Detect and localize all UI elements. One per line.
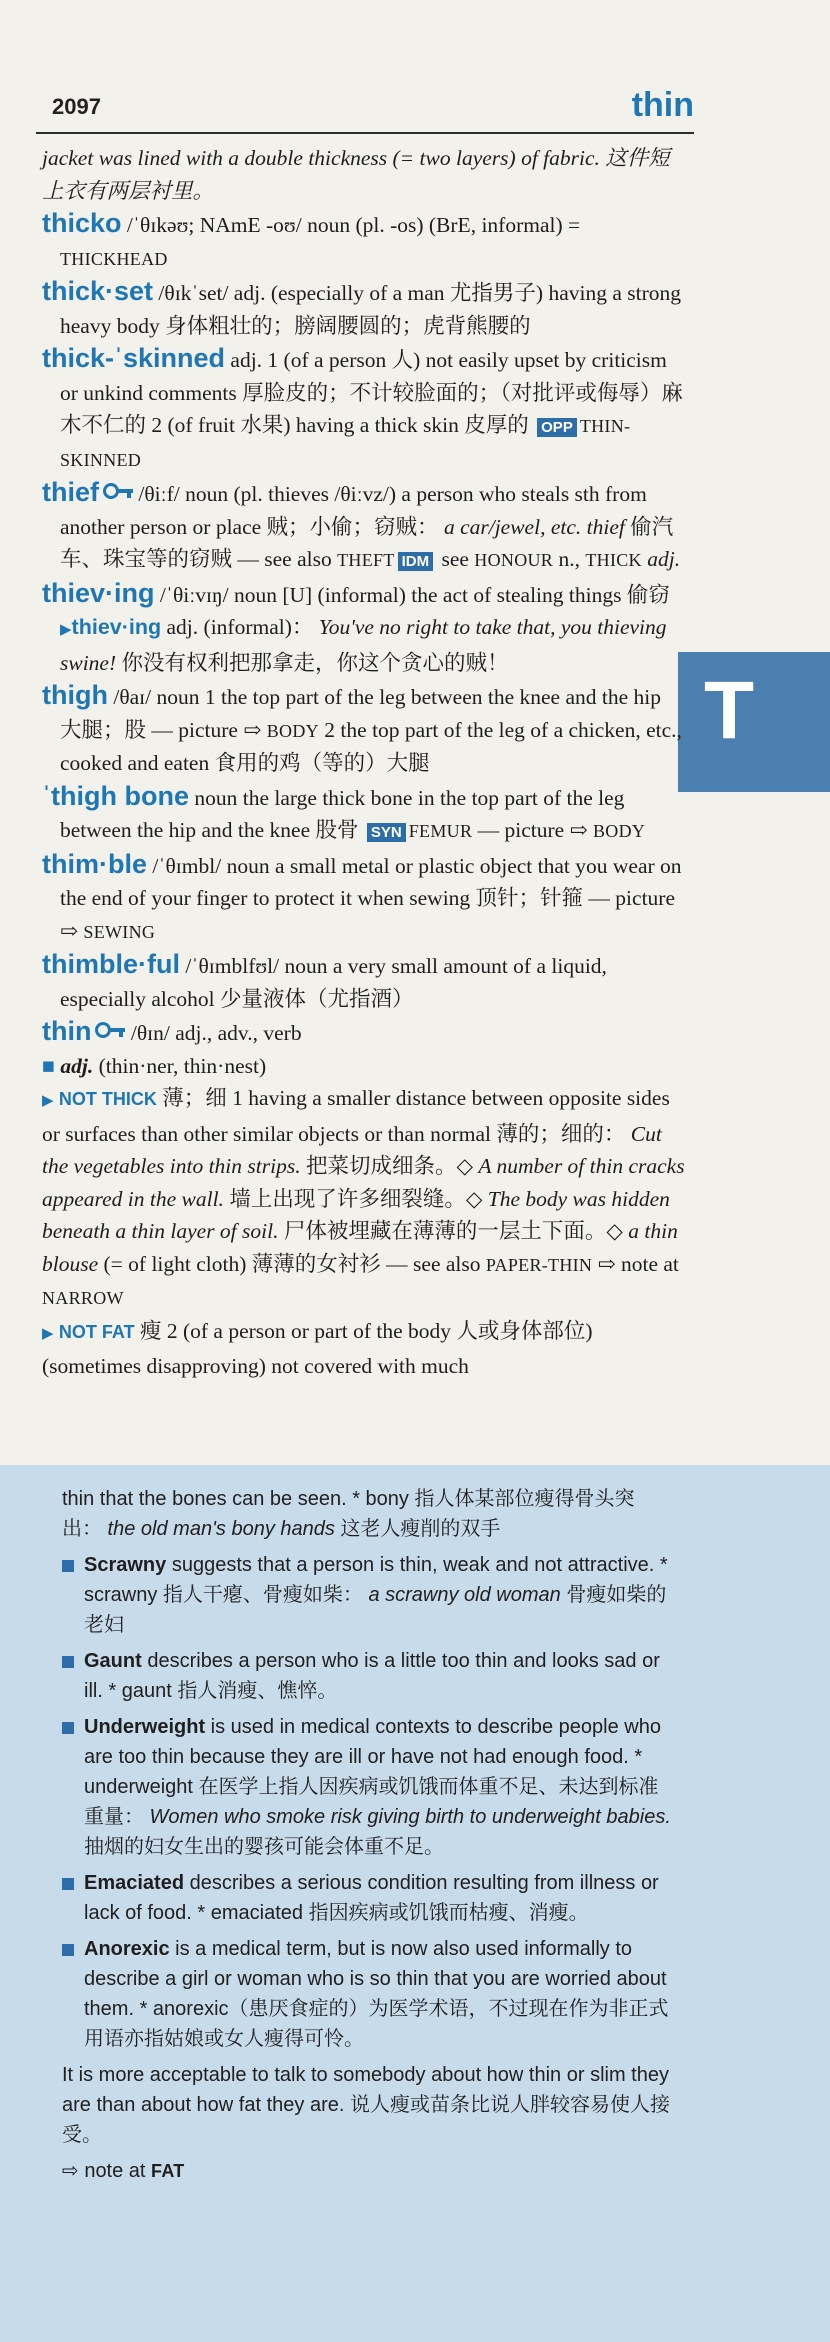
- sense-arrow-icon: ▶: [42, 1093, 54, 1109]
- square-bullet-icon: [62, 1656, 74, 1668]
- note-text: is used in medical contexts to describe people who are too thin because they are ill or have not had enough food. * underweight 在医学上指人因疾病或饥饿而体重不足、未达到标准重量：: [84, 1716, 661, 1828]
- square-bullet-icon: ■: [42, 1053, 55, 1078]
- thieving-end: 你没有权利把那拿走，你这个贪心的贼！: [116, 650, 509, 675]
- note-intro-example: the old man's bony hands: [102, 1518, 335, 1540]
- thickset-body: /θɪkˈset/ adj. (especially of a man 尤指男子) having a strong heavy body 身体粗壮的；膀阔腰圆的；虎背熊腰的: [60, 281, 682, 338]
- thin-ex2: A number of thin cracks appeared in the wall.: [42, 1154, 685, 1211]
- note-example: a scrawny old woman: [362, 1584, 561, 1606]
- entry-thickset: [42, 275, 686, 342]
- entry-thigh: [42, 679, 686, 780]
- thief-xref-thick: THICK: [585, 550, 642, 570]
- sense-arrow-icon: ▶: [42, 1325, 54, 1342]
- square-bullet-icon: [62, 1560, 74, 1572]
- thieving-adj-body: adj. (informal)：: [161, 615, 314, 639]
- thin-pos: adj.: [60, 1053, 94, 1078]
- thigh-xref-body: BODY: [266, 720, 319, 741]
- headword-thimbleful: thimble·ful: [42, 949, 180, 979]
- headword-thief: thief: [42, 477, 99, 507]
- thin-sense2-def: 瘦 2 (of a person or part of the body 人或身体部位) (sometimes disapproving) not covered with much: [42, 1318, 593, 1378]
- thief-xref-honour: HONOUR: [474, 550, 554, 570]
- note-intro-text: thin that the bones can be seen. * bony 指人体某部位瘦得骨头突出：: [62, 1488, 635, 1540]
- note-final: [62, 2156, 672, 2186]
- square-bullet-icon: [62, 1722, 74, 1734]
- note-term: Emaciated: [84, 1872, 185, 1894]
- opp-tag: OPP: [537, 418, 577, 437]
- thicko-xref: THICKHEAD: [60, 248, 168, 269]
- thin-pron: /θɪn/ adj., adv., verb: [125, 1021, 302, 1045]
- thief-def: a person who steals sth from another person or place 贼；小偷；窃贼：: [60, 482, 647, 539]
- thin-forms: (thin·ner, thin·nest): [93, 1053, 267, 1078]
- thin-xref-paper-thin: PAPER-THIN: [485, 1254, 593, 1275]
- note-footer: It is more acceptable to talk to somebody about how thin or slim they are than about how fat they are. 说人瘦或苗条比说人胖较容易使人接受。: [62, 2064, 670, 2146]
- headword-thigh: thigh: [42, 680, 108, 710]
- note-example: Women who smoke risk giving birth to underweight babies.: [144, 1806, 671, 1828]
- thin-sense-1: [42, 1082, 686, 1315]
- headword-thigh-bone: ˈthigh bone: [42, 780, 189, 811]
- synonym-note: [62, 1484, 672, 2192]
- note-end: 抽烟的妇女生出的婴孩可能会体重不足。: [84, 1836, 444, 1858]
- thief-see: see: [436, 547, 475, 571]
- thigh-body: /θaɪ/ noun 1 the top part of the leg between the knee and the hip 大腿；股 — picture ⇨: [60, 685, 661, 742]
- thin-ex3: The body was hidden beneath a thin layer of soil.: [42, 1186, 670, 1243]
- note-term: Scrawny: [84, 1554, 167, 1576]
- thief-xref-theft: THEFT: [337, 550, 395, 570]
- thin-ex4: a thin blouse: [42, 1219, 678, 1276]
- thief-example: a car/jewel, etc. thief: [438, 514, 625, 539]
- guide-word: thin: [631, 86, 694, 124]
- thin-adj-block: [42, 1050, 686, 1083]
- thigh-bone-xref-body: BODY: [592, 821, 646, 841]
- note-item-scrawny: [62, 1550, 672, 1640]
- thief-mid: 偷汽车、珠宝等的窃贼 — see also: [60, 514, 674, 571]
- entry-thicko: [42, 207, 686, 275]
- headword-thickset: thick·set: [42, 276, 154, 306]
- thieving-example: You've no right to take that, you thieving swine!: [60, 615, 667, 675]
- thief-end: adj.: [641, 547, 681, 571]
- thigh-bone-body-2: — picture ⇨: [472, 818, 593, 842]
- thicko-body: /ˈθɪkəʊ; NAmE -oʊ/ noun (pl. -os) (BrE, informal) =: [121, 213, 581, 237]
- key-icon: [103, 483, 133, 499]
- thimble-body: /ˈθɪmbl/ noun a small metal or plastic object that you wear on the end of your finger to protect it when sewing 顶针；针箍 — picture ⇨: [60, 853, 682, 943]
- syn-tag: SYN: [367, 823, 406, 842]
- thick-skinned-body: adj. 1 (of a person 人) not easily upset by criticism or unkind comments 厚脸皮的；不计较脸面的；（对批评或侮辱）麻木不仁的 2 (of fruit 水果) having a thick skin 皮厚的: [60, 348, 683, 437]
- entry-thimbleful: [42, 948, 686, 1015]
- note-text: describes a person who is a little too thin and looks sad or ill. * gaunt 指人消瘦、憔悴。: [84, 1650, 660, 1702]
- thieving-body: /ˈθiːvɪŋ/ noun [U] (informal) the act of stealing things 偷窃: [154, 582, 670, 607]
- entry-thieving: [42, 577, 686, 680]
- thin-tr4: (= of light cloth) 薄薄的女衬衫 — see also: [98, 1251, 486, 1276]
- note-text: suggests that a person is thin, weak and not attractive. * scrawny 指人干瘪、骨瘦如柴：: [84, 1554, 668, 1606]
- thin-tr1: 把菜切成细条。◇: [300, 1154, 473, 1178]
- thumb-index-tab: [678, 652, 830, 792]
- square-bullet-icon: [62, 1944, 74, 1956]
- entry-continuation: [42, 142, 686, 207]
- run-on-arrow-icon: ▶: [60, 622, 72, 638]
- note-intro-end: 这老人瘦削的双手: [334, 1518, 501, 1540]
- note-term: Gaunt: [84, 1650, 142, 1672]
- entry-thigh-bone: [42, 780, 686, 848]
- continuation-text: jacket was lined with a double thickness (= two layers) of fabric. 这件短上衣有两层衬里。: [42, 146, 670, 203]
- entry-thief: [42, 476, 686, 577]
- note-text: describes a serious condition resulting from illness or lack of food. * emaciated 指因疾病或饥饿而枯瘦、消瘦。: [84, 1872, 659, 1924]
- thumb-index-letter: T: [704, 665, 755, 756]
- headword-thieving: thiev·ing: [42, 577, 155, 608]
- page-header: [36, 86, 694, 134]
- thigh-body-2: 2 the top part of the leg of a chicken, etc., cooked and eaten 食用的鸡（等的）大腿: [60, 717, 682, 775]
- note-text: is a medical term, but is now also used informally to describe a girl or woman who is so thin that you are worried about them. * anorexic（患厌食症的）为医学术语，不过现在作为非正式用语亦指姑娘或女人瘦得可怜。: [84, 1938, 669, 2050]
- thigh-bone-xref-femur: FEMUR: [408, 821, 473, 841]
- note-item-anorexic: [62, 1934, 672, 2054]
- thief-pron: /θiːf/ noun (pl. thieves /θiːvz/): [133, 482, 397, 506]
- note-item-emaciated: [62, 1868, 672, 1928]
- thimbleful-body: /ˈθɪmblfʊl/ noun a very small amount of a liquid, especially alcohol 少量液体（尤指酒）: [60, 954, 607, 1011]
- sense-label-not-thick: NOT THICK: [58, 1089, 157, 1109]
- note-end: 骨瘦如柴的老妇: [84, 1584, 667, 1636]
- headword-thin: thin: [42, 1016, 92, 1046]
- note-term: Underweight: [84, 1716, 206, 1738]
- entry-thick-skinned: [42, 342, 686, 476]
- thin-xref-narrow: NARROW: [42, 1288, 124, 1308]
- thief-tail: n.,: [553, 547, 586, 571]
- thin-ex1: Cut the vegetables into thin strips.: [42, 1121, 662, 1178]
- page-number: 2097: [52, 94, 101, 119]
- sense-label-not-fat: NOT FAT: [58, 1321, 135, 1342]
- entry-thin: [42, 1015, 686, 1050]
- thin-sense-2: [42, 1315, 686, 1383]
- headword-thimble: thim·ble: [42, 848, 147, 879]
- square-bullet-icon: [62, 1878, 74, 1890]
- dictionary-entries: [42, 142, 686, 1383]
- thick-skinned-xref: THIN-SKINNED: [60, 416, 631, 470]
- idm-tag: IDM: [398, 552, 434, 571]
- note-final-xref: FAT: [151, 2161, 185, 2181]
- headword-thicko: thicko: [42, 208, 122, 238]
- headword-thick-skinned: thick-ˈskinned: [42, 343, 226, 373]
- note-final-prefix: ⇨ note at: [62, 2160, 152, 2182]
- thin-note-ref: ⇨ note at: [592, 1251, 679, 1276]
- entry-thimble: [42, 848, 686, 949]
- note-item-gaunt: [62, 1646, 672, 1706]
- note-intro: [62, 1484, 672, 1544]
- note-term: Anorexic: [84, 1938, 170, 1960]
- thin-tr3: 尸体被埋藏在薄薄的一层土下面。◇: [278, 1219, 623, 1243]
- thigh-bone-body: noun the large thick bone in the top part of the leg between the hip and the knee 股骨: [60, 785, 625, 842]
- thimble-xref: SEWING: [83, 921, 156, 942]
- note-item-underweight: [62, 1712, 672, 1862]
- thin-sense1-def: 薄；细 1 having a smaller distance between opposite sides or surfaces than other similar objects or than normal 薄的；细的：: [42, 1086, 670, 1146]
- thin-tr2: 墙上出现了许多细裂缝。◇: [223, 1186, 483, 1211]
- headword-thieving-adj: thiev·ing: [71, 615, 162, 639]
- key-icon: [95, 1022, 125, 1038]
